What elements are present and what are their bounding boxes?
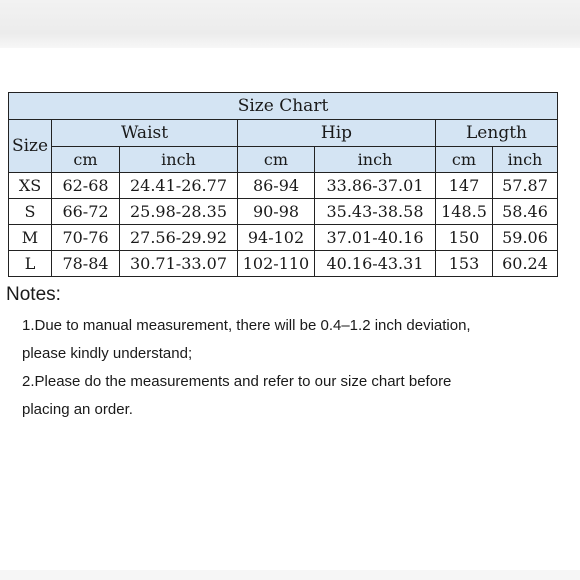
unit-header: inch bbox=[315, 147, 436, 173]
table-cell: 35.43-38.58 bbox=[315, 199, 436, 225]
table-cell: 58.46 bbox=[493, 199, 558, 225]
unit-header: cm bbox=[436, 147, 493, 173]
table-cell: 40.16-43.31 bbox=[315, 251, 436, 277]
table-cell: 102-110 bbox=[238, 251, 315, 277]
table-row bbox=[9, 173, 558, 199]
waist-group-header: Waist bbox=[52, 120, 238, 147]
table-cell: 148.5 bbox=[436, 199, 493, 225]
table-cell: 27.56-29.92 bbox=[120, 225, 238, 251]
bottom-band bbox=[0, 570, 580, 580]
size-column-header: Size bbox=[9, 120, 52, 173]
table-cell: 90-98 bbox=[238, 199, 315, 225]
size-label-cell: XS bbox=[9, 173, 52, 199]
table-cell: 25.98-28.35 bbox=[120, 199, 238, 225]
unit-header: cm bbox=[52, 147, 120, 173]
table-cell: 30.71-33.07 bbox=[120, 251, 238, 277]
size-chart-table bbox=[8, 92, 558, 277]
unit-header: inch bbox=[493, 147, 558, 173]
notes-title: Notes: bbox=[6, 284, 61, 305]
table-row bbox=[9, 225, 558, 251]
length-group-header: Length bbox=[436, 120, 558, 147]
table-cell: 94-102 bbox=[238, 225, 315, 251]
note-line: 1.Due to manual measurement, there will be 0.4–1.2 inch deviation, bbox=[22, 317, 471, 334]
table-row bbox=[9, 251, 558, 277]
table-cell: 147 bbox=[436, 173, 493, 199]
size-label-cell: S bbox=[9, 199, 52, 225]
size-label-cell: L bbox=[9, 251, 52, 277]
hip-group-header: Hip bbox=[238, 120, 436, 147]
table-cell: 37.01-40.16 bbox=[315, 225, 436, 251]
table-cell: 153 bbox=[436, 251, 493, 277]
table-cell: 150 bbox=[436, 225, 493, 251]
chart-title: Size Chart bbox=[9, 93, 558, 120]
table-cell: 59.06 bbox=[493, 225, 558, 251]
note-line: placing an order. bbox=[22, 401, 133, 418]
unit-header: cm bbox=[238, 147, 315, 173]
notes-section bbox=[6, 284, 572, 424]
table-cell: 24.41-26.77 bbox=[120, 173, 238, 199]
table-cell: 86-94 bbox=[238, 173, 315, 199]
table-cell: 33.86-37.01 bbox=[315, 173, 436, 199]
table-row bbox=[9, 199, 558, 225]
table-cell: 60.24 bbox=[493, 251, 558, 277]
table-cell: 66-72 bbox=[52, 199, 120, 225]
table-cell: 62-68 bbox=[52, 173, 120, 199]
table-cell: 70-76 bbox=[52, 225, 120, 251]
note-line: please kindly understand; bbox=[22, 345, 193, 362]
top-gradient-band bbox=[0, 0, 580, 48]
unit-header: inch bbox=[120, 147, 238, 173]
table-cell: 57.87 bbox=[493, 173, 558, 199]
size-label-cell: M bbox=[9, 225, 52, 251]
note-line: 2.Please do the measurements and refer to our size chart before bbox=[22, 373, 452, 390]
table-cell: 78-84 bbox=[52, 251, 120, 277]
